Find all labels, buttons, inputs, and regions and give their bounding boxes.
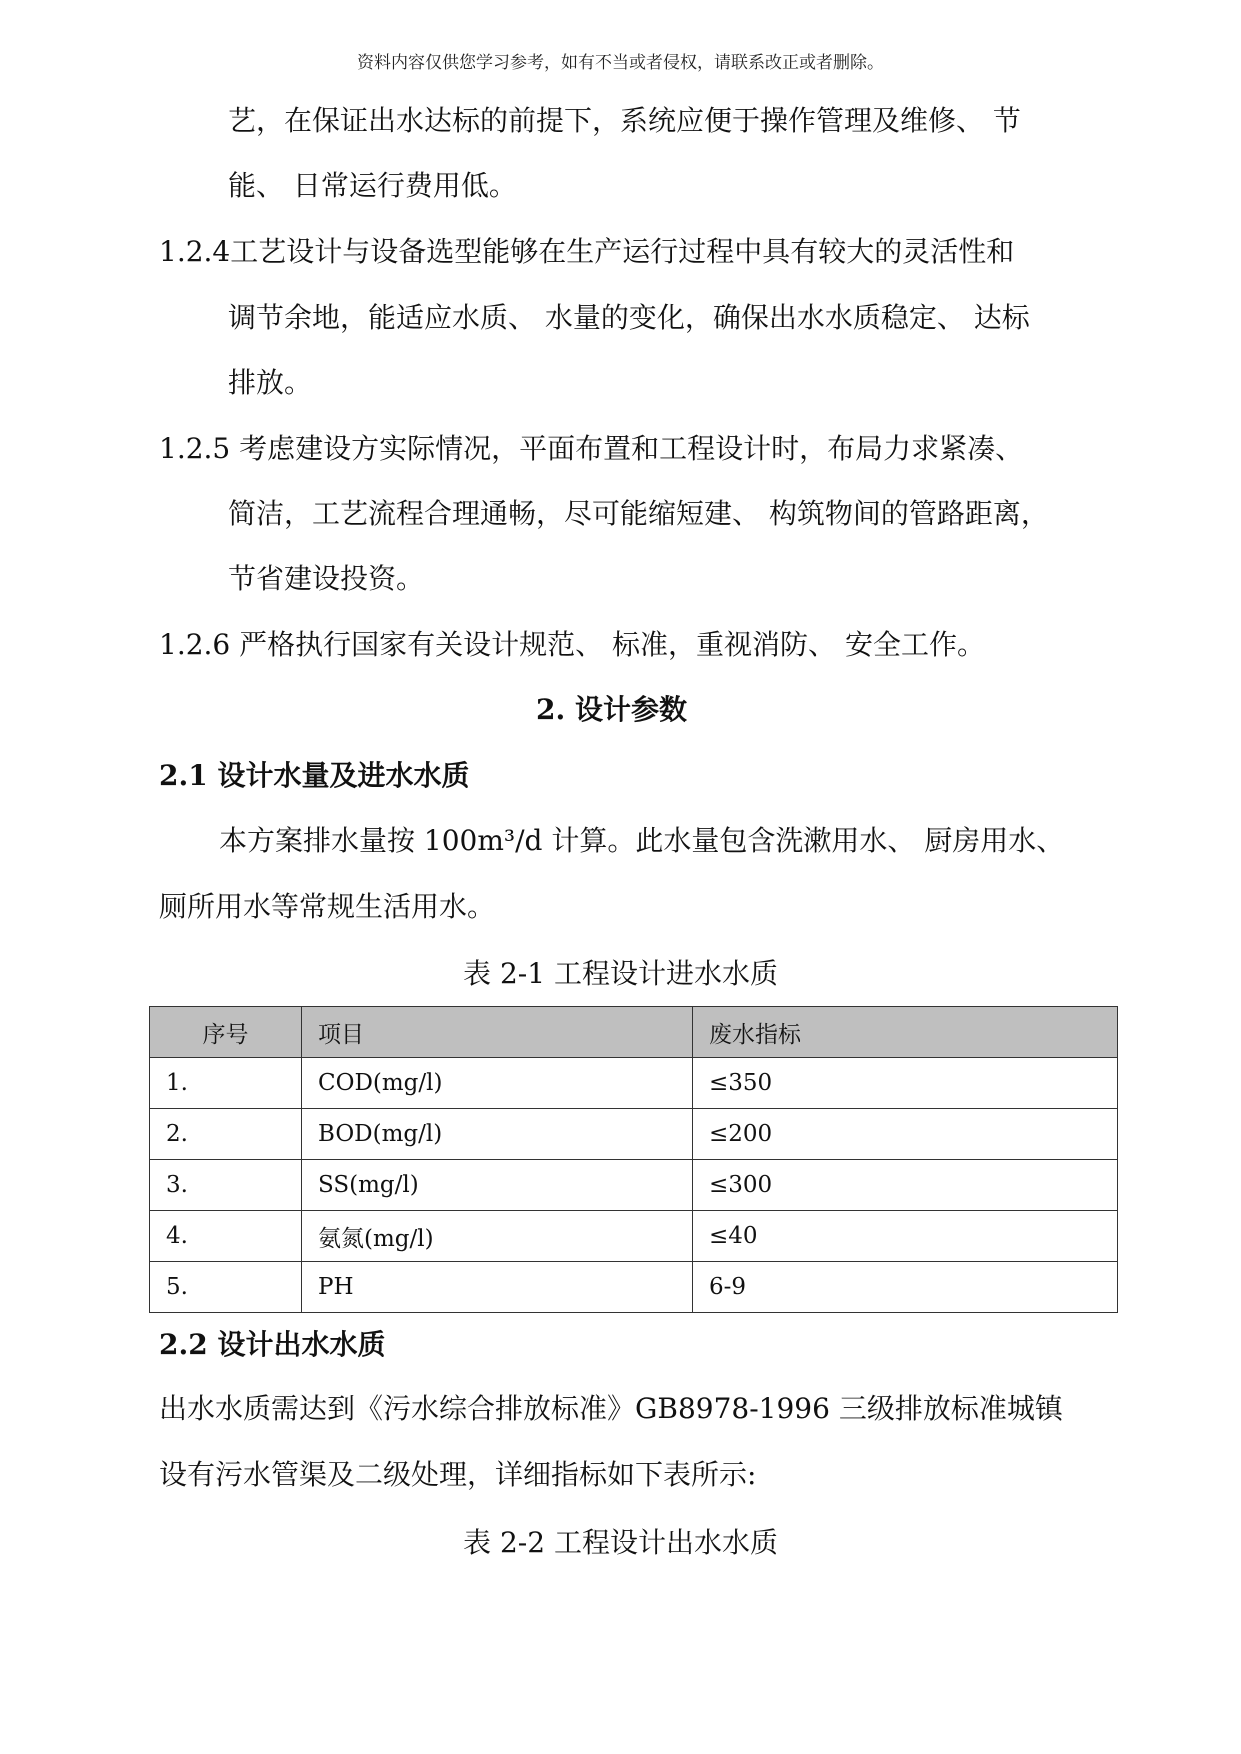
table-cell: 2.: [150, 1109, 302, 1160]
table-cell: PH: [302, 1262, 693, 1313]
table-caption: 表 2-2 工程设计出水水质: [463, 1526, 778, 1559]
table-cell: ≤300: [693, 1160, 1118, 1211]
paragraph-line: 出水水质需达到《污水综合排放标准》GB8978-1996 三级排放标准城镇: [159, 1392, 1063, 1425]
table-cell: 5.: [150, 1262, 302, 1313]
column-header: 序号: [150, 1007, 302, 1058]
paragraph-line: 1.2.6 严格执行国家有关设计规范、 标准，重视消防、 安全工作。: [159, 628, 985, 661]
paragraph-line: 节省建设投资。: [228, 562, 425, 595]
table-row: [150, 1211, 1118, 1262]
table-row: [150, 1058, 1118, 1109]
table-row: [150, 1160, 1118, 1211]
table-row: [150, 1262, 1118, 1313]
subsection-heading: 2.1 设计水量及进水水质: [159, 759, 470, 792]
paragraph-line: 厕所用水等常规生活用水。: [159, 890, 496, 923]
table-cell: 6-9: [693, 1262, 1118, 1313]
paragraph-line: 简洁，工艺流程合理通畅，尽可能缩短建、 构筑物间的管路距离，: [228, 497, 1049, 530]
table-cell: ≤200: [693, 1109, 1118, 1160]
column-header: 废水指标: [693, 1007, 1118, 1058]
table-cell: 4.: [150, 1211, 302, 1262]
column-header: 项目: [302, 1007, 693, 1058]
paragraph-line: 设有污水管渠及二级处理，详细指标如下表所示:: [159, 1458, 757, 1491]
table-cell: 氨氮(mg/l): [302, 1211, 693, 1262]
table-header-row: [150, 1007, 1118, 1058]
table-cell: ≤40: [693, 1211, 1118, 1262]
paragraph-line: 排放。: [228, 366, 313, 399]
subsection-heading: 2.2 设计出水水质: [159, 1328, 386, 1361]
table-row: [150, 1109, 1118, 1160]
watermark-notice: 资料内容仅供您学习参考，如有不当或者侵权，请联系改正或者删除。: [357, 53, 884, 73]
paragraph-line: 调节余地，能适应水质、 水量的变化，确保出水水质稳定、 达标: [228, 301, 1030, 334]
paragraph-line: 1.2.5 考虑建设方实际情况，平面布置和工程设计时，布局力求紧凑、: [159, 432, 1024, 465]
table-cell: SS(mg/l): [302, 1160, 693, 1211]
paragraph-line: 1.2.4工艺设计与设备选型能够在生产运行过程中具有较大的灵活性和: [159, 235, 1015, 268]
table-caption: 表 2-1 工程设计进水水质: [463, 957, 778, 990]
table-cell: COD(mg/l): [302, 1058, 693, 1109]
table-cell: 1.: [150, 1058, 302, 1109]
paragraph-line: 艺，在保证出水达标的前提下，系统应便于操作管理及维修、 节: [228, 104, 1021, 137]
table-cell: 3.: [150, 1160, 302, 1211]
paragraph-line: 能、 日常运行费用低。: [228, 169, 517, 202]
table-cell: BOD(mg/l): [302, 1109, 693, 1160]
inflow-quality-table: [149, 1006, 1118, 1313]
section-title: 2. 设计参数: [536, 693, 687, 726]
paragraph-line: 本方案排水量按 100m³/d 计算。此水量包含洗漱用水、 厨房用水、: [219, 824, 1065, 857]
table-cell: ≤350: [693, 1058, 1118, 1109]
